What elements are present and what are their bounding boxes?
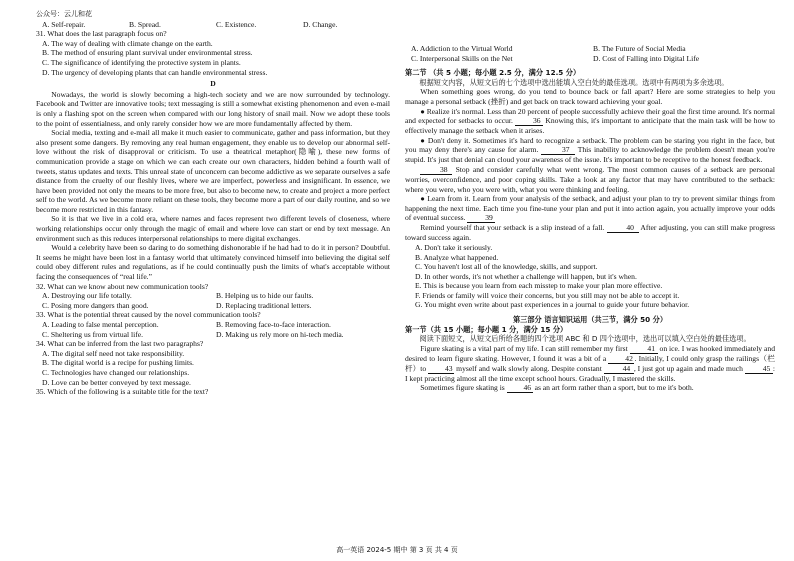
blank-43[interactable]: 43	[428, 365, 454, 374]
q30-option-a[interactable]: A. Self-repair.	[42, 19, 86, 29]
option-c[interactable]: C. You haven't lost all of the knowledge, skills, and support.	[415, 262, 598, 272]
blank-44[interactable]: 44	[604, 365, 634, 374]
text: Sometimes figure skating is	[420, 383, 505, 393]
text: Knowing this, it's important to anticipate that the main task will be how to effectively manage the setback when it arises.	[405, 116, 775, 136]
q33-options-row2	[36, 330, 390, 340]
section2-instruction: 根据短文内容，从短文后的七个选项中选出能填入空白处的最佳选项。选项中有两项为多余选项。	[419, 77, 729, 87]
text: myself and walk slowly along. Despite constant	[456, 363, 602, 373]
blank-38[interactable]: 38	[420, 166, 452, 175]
q30-option-c[interactable]: C. Existence.	[216, 19, 257, 29]
gap-passage-paragraph	[405, 136, 775, 165]
q35-options-row1	[405, 44, 775, 54]
blank-46[interactable]: 46	[507, 384, 533, 393]
section1-instruction: 阅读下面短文，从短文后所给各题的四个选项 ABC 和 D 四个选项中，选出可以填入空白处的最佳选项。	[419, 334, 751, 344]
q34-question: 34. What can be inferred from the last two paragraphs?	[36, 339, 204, 349]
passage-d-paragraph: Nowadays, the world is slowly becoming a high-tech society and we are now surrounded by technology. Facebook and Twitter are innovative tools; text messaging is still a somewhat existing phenomenon and even e-mail is only a flashing spot on the screen when compared with our long history of snail mail. Now we adopt these tools to the point of essentialness, and only rarely consider how we are more fundamentally affected by them.	[36, 89, 390, 128]
option-f[interactable]: F. Friends or family will voice their concerns, but you still may not be able to accept it.	[415, 290, 680, 300]
gap-passage-paragraph	[405, 165, 775, 194]
blank-45[interactable]: 45	[745, 365, 773, 374]
q34-option-d[interactable]: D. Love can be better conveyed by text message.	[42, 377, 191, 387]
q31-option-c[interactable]: C. The significance of identifying the protective system in plants.	[42, 57, 241, 67]
part3-title: 第三部分 语言知识运用（共三节，满分 50 分）	[512, 315, 668, 325]
passage-d-paragraph: Would a celebrity have been so daring to do something dishonorable if he had had to do it in person? Doubtful. It seems he might have been lost in a fantasy world that ultimately convinced himself into believing the digital self could obey different rules and regulations, as if he could continually push the limits of what's acceptable without facing the consequences of “real life.”	[36, 243, 390, 282]
blank-40[interactable]: 40	[607, 224, 639, 233]
text: After adjusting, you can still make progress toward success again.	[405, 223, 775, 243]
q35-option-b[interactable]: B. The Future of Social Media	[593, 44, 686, 53]
q35-question: 35. Which of the following is a suitable title for the text?	[36, 387, 209, 397]
option-b[interactable]: B. Analyze what happened.	[415, 252, 499, 262]
q31-option-b[interactable]: B. The method of ensuring plant survival under environmental stress.	[42, 48, 253, 58]
text: ● Don't deny it. Sometimes it's hard to recognize a setback. The problem can be staring you right in the face, but you may deny there's any cause for alarm.	[405, 135, 775, 155]
passage-d-paragraph: Social media, texting and e-mail all make it much easier to communicate, gather and pass information, but they also present some dangers. By removing any real human engagement, they enable us to develop our abnormal self-love without the risk of disapproval or criticism. To use a theatrical metaphor(隐喻), these new forms of communication provide a stage on which we can each create our own characters, hidden behind a fourth wall of tweets, status updates and texts. This unreal state of unconcern can become addictive as we separate ourselves a safe distance from the cruelty of our fleshly lives, where we are imperfect, powerless and insignificant. In essence, we have been provided not only the means to be more free, but also to become new, to create and project a more perfect self to the world. As we become more reliant on these tools, they become more a part of our daily routine, and so we become more restricted in this fantasy.	[36, 128, 390, 214]
text: ● Learn from it. Learn from your analysis of the setback, and adjust your plan to try to prevent similar things from happening the next time. Each time you fine-tune your plan and put it into action again, you actually improve your odds of eventual success.	[405, 194, 775, 223]
q33-option-c[interactable]: C. Sheltering us from virtual life.	[42, 329, 144, 339]
gap-passage-paragraph	[405, 107, 775, 136]
q35-option-c[interactable]: C. Interpersonal Skills on the Net	[411, 53, 513, 63]
text: , I just got up again and made much	[633, 363, 743, 373]
q32-option-b[interactable]: B. Helping us to hide our faults.	[216, 291, 314, 301]
gap-passage-intro: When something goes wrong, do you tend to bounce back or fall apart? Here are some strategies to help you manage a personal setback (挫折) and get back on track toward achieving your goal.	[405, 87, 775, 106]
q30-option-d[interactable]: D. Change.	[303, 19, 338, 29]
blank-36[interactable]: 36	[515, 117, 543, 126]
option-g[interactable]: G. You might even write about past experiences in a journal to guide your future behavior.	[415, 300, 690, 310]
q32-option-d[interactable]: D. Replacing traditional letters.	[216, 300, 312, 310]
q31-question: 31. What does the last paragraph focus on?	[36, 29, 167, 39]
text: Stop and consider carefully what went wrong. The most common causes of a setback are personal worries, overconfidence, and poor coping skills. Take a look at any factor that may have contributed to the setback: where you were, who you were with, what you were thinking and feeling.	[405, 164, 775, 194]
blank-39[interactable]: 39	[467, 214, 495, 223]
text: ● Realize it's normal. Less than 20 percent of people successfully achieve their goal the first time around. It's normal and expected for setbacks to occur.	[405, 106, 775, 126]
text: . Initially, I could only grasp the railings（栏杆）to	[405, 353, 775, 373]
gap-passage-paragraph	[405, 223, 775, 243]
q32-question: 32. What can we know about new communication tools?	[36, 281, 209, 291]
q35-option-d[interactable]: D. Cost of Falling into Digital Life	[593, 53, 700, 63]
section1-title: 第一节（共 15 小题；每小题 1 分，满分 15 分）	[405, 324, 568, 334]
q30-option-b[interactable]: B. Spread.	[129, 19, 161, 29]
q35-options-row2	[405, 54, 775, 64]
option-a[interactable]: A. Don't take it seriously.	[415, 242, 493, 252]
text: as an art form rather than a sport, but to me it's both.	[534, 383, 694, 393]
blank-37[interactable]: 37	[541, 146, 575, 155]
text: Remind yourself that your setback is a slip instead of a fall.	[420, 223, 605, 233]
q31-option-d[interactable]: D. The urgency of developing plants that can handle environmental stress.	[42, 67, 268, 77]
blank-42[interactable]: 42	[608, 355, 634, 364]
cloze-paragraph	[405, 344, 775, 384]
text: This inability to acknowledge the problem doesn't mean you're stupid. It's just that denial can cloud your awareness of the issue. It's important to be receptive to the honest feedback.	[405, 145, 775, 165]
q32-option-c[interactable]: C. Posing more dangers than good.	[42, 300, 149, 310]
q32-options-row2	[36, 301, 390, 311]
text: on ice. I was hooked immediately and desired to learn figure skating. However, I found it was a bit of a	[405, 343, 775, 363]
page-footer: 高一英语 2024-5 期中 第 3 页 共 4 页	[336, 546, 458, 554]
q33-option-b[interactable]: B. Removing face-to-face interaction.	[216, 320, 331, 329]
q33-question: 33. What is the potential threat caused by the novel communication tools?	[36, 310, 261, 320]
q34-option-b[interactable]: B. The digital world is a recipe for pushing limits.	[42, 358, 194, 368]
q34-option-c[interactable]: C. Technologies have changed our relationships.	[42, 367, 190, 377]
blank-41[interactable]: 41	[630, 345, 658, 354]
q30-options	[36, 20, 390, 30]
section-d-heading: D	[210, 79, 216, 89]
q32-option-a[interactable]: A. Destroying our life totally.	[42, 291, 132, 301]
passage-d-paragraph: So it is that we live in a cold era, where names and faces represent two different levels of closeness, where working relationships occur only through the magic of email and where love can start or end by text message. An environment such as this reduces interpersonal relationships to mere digital exchanges.	[36, 214, 390, 243]
cloze-paragraph	[405, 383, 775, 393]
q32-options-row1	[36, 291, 390, 301]
gap-passage-paragraph	[405, 194, 775, 223]
q35-option-a[interactable]: A. Addiction to the Virtual World	[411, 44, 513, 53]
q34-option-a[interactable]: A. The digital self need not take responsibility.	[42, 348, 185, 358]
q33-option-a[interactable]: A. Leading to false mental perception.	[42, 320, 159, 329]
text: : I kept practicing almost all the time except school hours. Gradually, I mastered the skills.	[405, 363, 776, 383]
option-e[interactable]: E. This is because you learn from each misstep to make your plan more effective.	[415, 281, 663, 291]
header-label: 公众号：云儿和花	[36, 10, 92, 18]
text: Figure skating is a vital part of my life. I can still remember my first	[420, 343, 628, 353]
q33-option-d[interactable]: D. Making us rely more on hi-tech media.	[216, 329, 344, 339]
q33-options-row1	[36, 320, 390, 330]
q31-option-a[interactable]: A. The way of dealing with climate change on the earth.	[42, 38, 213, 48]
option-d[interactable]: D. In other words, it's not whether a challenge will happen, but it's when.	[415, 271, 637, 281]
section2-title: 第二节 （共 5 小题；每小题 2.5 分，满分 12.5 分）	[405, 68, 581, 78]
